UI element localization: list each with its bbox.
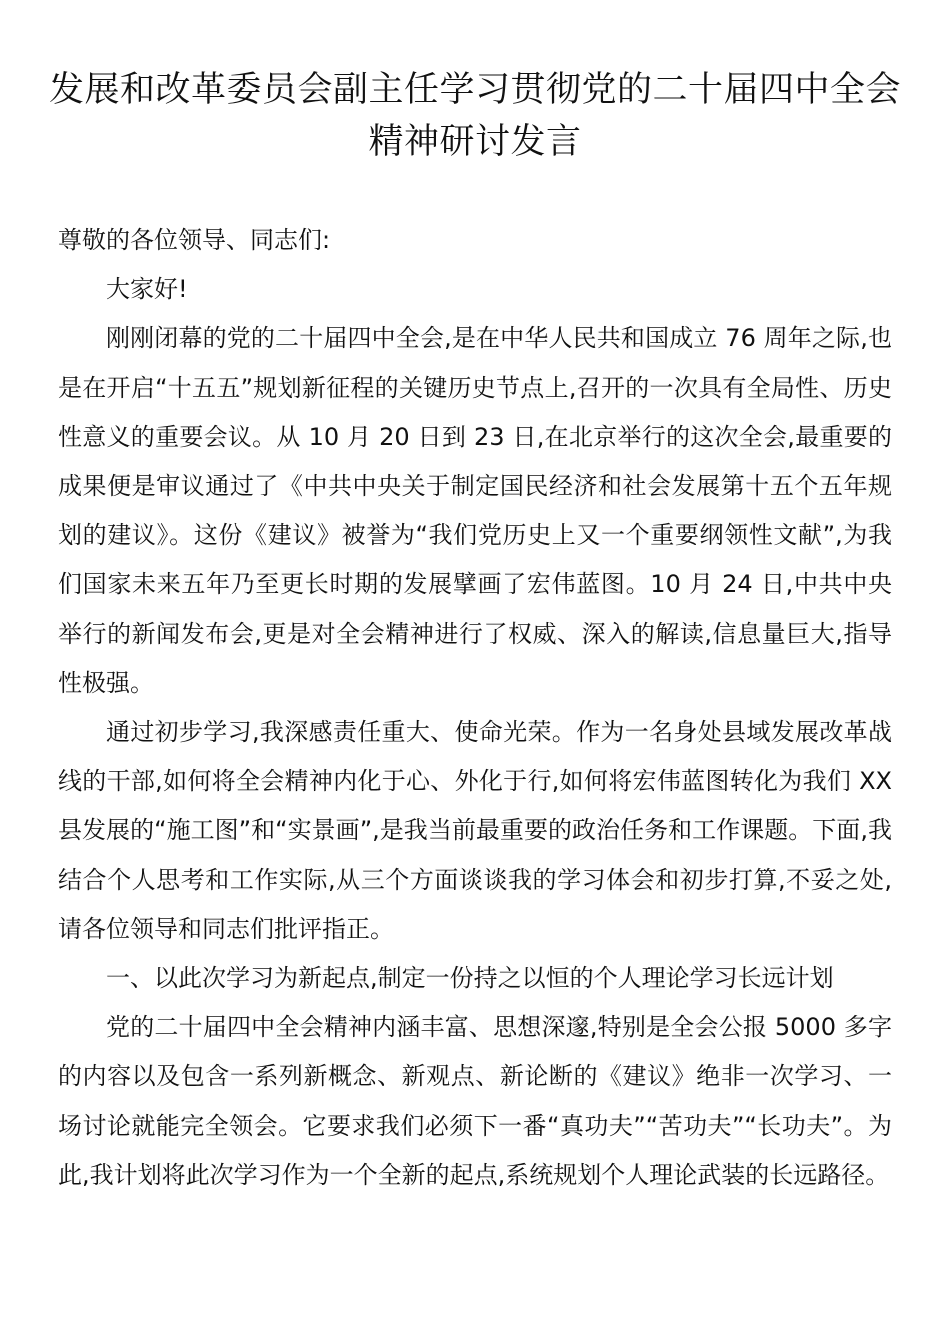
document-body bbox=[58, 216, 892, 1200]
body-paragraph: 刚刚闭幕的党的二十届四中全会,是在中华人民共和国成立 76 周年之际,也是在开启“十五五”规划新征程的关键历史节点上,召开的一次具有全局性、历史性意义的重要会议。从 10 月 20 日到 23 日,在北京举行的这次全会,最重要的成果便是审议通过了《中共中央关于制定国民经济和社会发展第十五个五年规划的建议》。这份《建议》被誉为“我们党历史上又一个重要纲领性文献”,为我们国家未来五年乃至更长时期的发展擘画了宏伟蓝图。10 月 24 日,中共中央举行的新闻发布会,更是对全会精神进行了权威、深入的解读,信息量巨大,指导性极强。 bbox=[58, 324, 892, 697]
greeting: 大家好! bbox=[106, 275, 188, 304]
document-title: 发展和改革委员会副主任学习贯彻党的二十届四中全会精神研讨发言 bbox=[48, 70, 901, 162]
salutation: 尊敬的各位领导、同志们: bbox=[58, 226, 331, 254]
body-paragraph: 通过初步学习,我深感责任重大、使命光荣。作为一名身处县域发展改革战线的干部,如何将全会精神内化于心、外化于行,如何将宏伟蓝图转化为我们 XX 县发展的“施工图”和“实景画”,是我当前最重要的政治任务和工作课题。下面,我结合个人思考和工作实际,从三个方面谈谈我的学习体会和初步打算,不妥之处,请各位领导和同志们批评指正。 bbox=[58, 718, 892, 943]
body-paragraph: 党的二十届四中全会精神内涵丰富、思想深邃,特别是全会公报 5000 多字的内容以及包含一系列新概念、新观点、新论断的《建议》绝非一次学习、一场讨论就能完全领会。它要求我们必须下一番“真功夫”“苦功夫”“长功夫”。为此,我计划将此次学习作为一个全新的起点,系统规划个人理论武装的长远路径。 bbox=[58, 1013, 892, 1189]
section-heading: 一、以此次学习为新起点,制定一份持之以恒的个人理论学习长远计划 bbox=[106, 964, 834, 993]
